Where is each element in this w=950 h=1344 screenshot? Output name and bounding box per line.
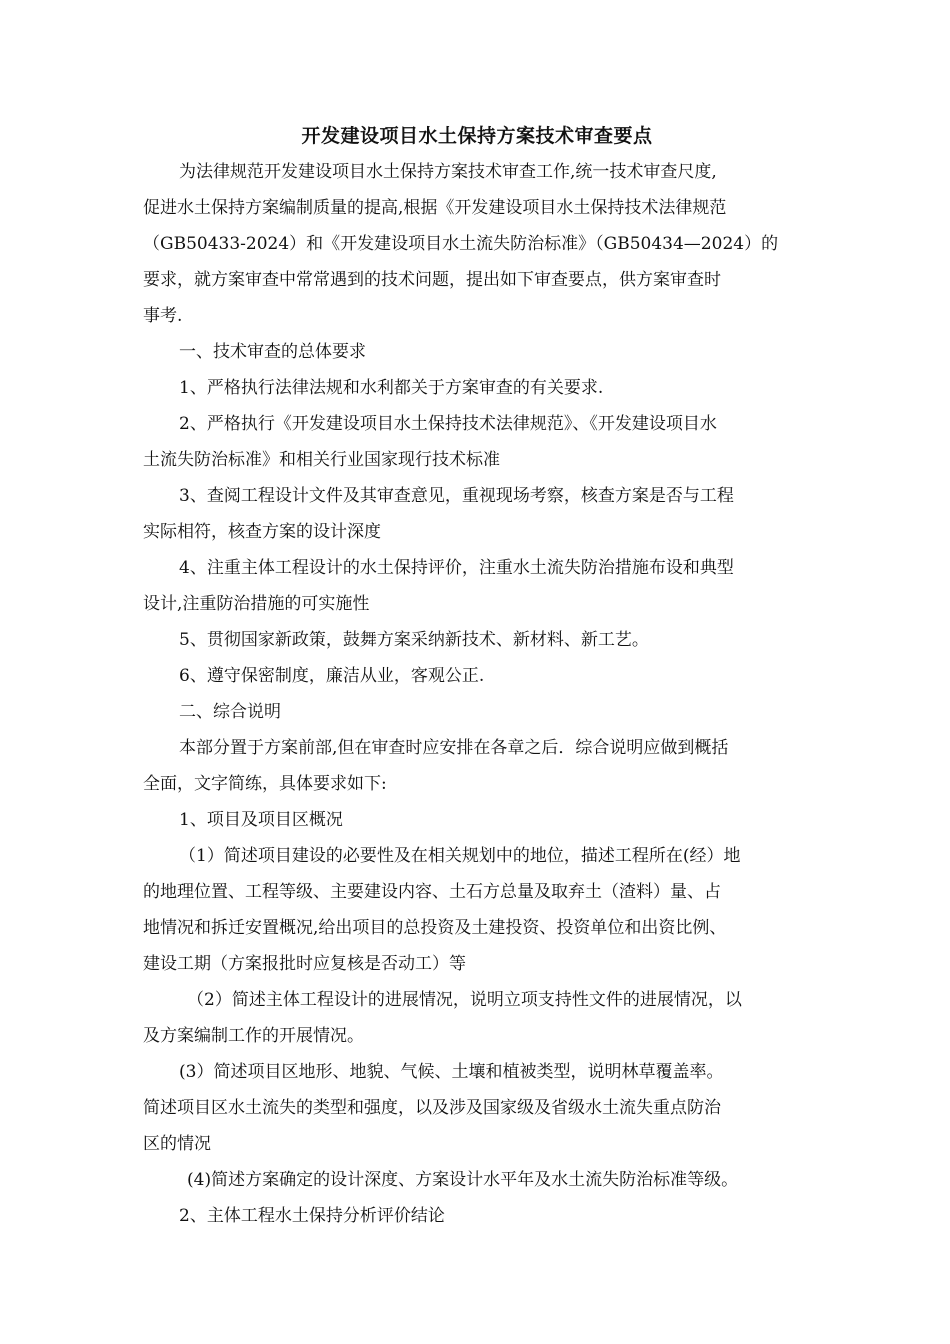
section1-item-6: 6、遵守保密制度，廉洁从业，客观公正.: [179, 666, 485, 686]
subsection-1-heading: 1、项目及项目区概况: [179, 810, 343, 830]
intro-line: 要求，就方案审查中常常遇到的技术问题，提出如下审查要点，供方案审查时: [143, 270, 721, 290]
section2-heading: 二、综合说明: [179, 702, 281, 722]
paragraph-3-cont: 简述项目区水土流失的类型和强度，以及涉及国家级及省级水土流失重点防治: [143, 1098, 721, 1118]
document-page: [143, 118, 811, 1234]
section1-item-3: 3、查阅工程设计文件及其审查意见，重视现场考察，核查方案是否与工程: [179, 486, 734, 506]
section1-item-3-cont: 实际相符，核查方案的设计深度: [143, 522, 381, 542]
subsection-2-heading: 2、主体工程水土保持分析评价结论: [179, 1206, 445, 1226]
intro-line: 促进水土保持方案编制质量的提高,根据《开发建设项目水土保持技术法律规范: [143, 198, 727, 218]
paragraph-3: (3）简述项目区地形、地貌、气候、土壤和植被类型，说明林草覆盖率。: [179, 1062, 724, 1082]
paragraph-4: (4)简述方案确定的设计深度、方案设计水平年及水土流失防治标准等级。: [187, 1170, 739, 1190]
paragraph-1-cont: 的地理位置、工程等级、主要建设内容、土石方总量及取弃土（渣料）量、占: [143, 882, 721, 902]
section1-item-2-cont: 土流失防治标准》和相关行业国家现行技术标准: [143, 450, 500, 470]
document-title: 开发建设项目水土保持方案技术审查要点: [301, 125, 653, 147]
section1-item-4: 4、注重主体工程设计的水土保持评价，注重水土流失防治措施布设和典型: [179, 558, 734, 578]
section2-intro: 本部分置于方案前部,但在审查时应安排在各章之后．综合说明应做到概括: [179, 738, 729, 758]
intro-line: 事考.: [143, 306, 183, 326]
intro-line: 为法律规范开发建设项目水土保持方案技术审查工作,统一技术审查尺度,: [179, 162, 717, 182]
section1-item-5: 5、贯彻国家新政策，鼓舞方案采纳新技术、新材料、新工艺。: [179, 630, 649, 650]
section1-heading: 一、技术审查的总体要求: [179, 342, 366, 362]
paragraph-2: （2）简述主体工程设计的进展情况，说明立项支持性文件的进展情况，以: [187, 990, 742, 1010]
section1-item-2: 2、严格执行《开发建设项目水土保持技术法律规范》、《开发建设项目水: [179, 414, 717, 434]
section2-intro-cont: 全面，文字简练，具体要求如下:: [143, 774, 387, 794]
paragraph-1: （1）简述项目建设的必要性及在相关规划中的地位，描述工程所在(经）地: [179, 846, 741, 866]
section1-item-4-cont: 设计,注重防治措施的可实施性: [143, 594, 370, 614]
paragraph-1-cont: 地情况和拆迁安置概况,给出项目的总投资及土建投资、投资单位和出资比例、: [143, 918, 727, 938]
intro-line: （GB50433-2024）和《开发建设项目水土流失防治标准》（GB50434—2024）的: [143, 234, 779, 254]
paragraph-2-cont: 及方案编制工作的开展情况。: [143, 1026, 364, 1046]
section1-item-1: 1、严格执行法律法规和水利都关于方案审查的有关要求.: [179, 378, 604, 398]
paragraph-1-cont: 建设工期（方案报批时应复核是否动工）等: [143, 954, 466, 974]
paragraph-3-cont: 区的情况: [143, 1134, 211, 1154]
